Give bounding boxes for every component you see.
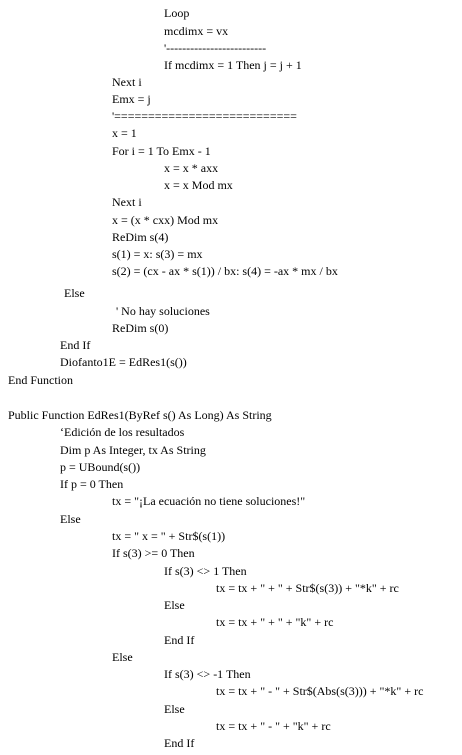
code-line: For i = 1 To Emx - 1 (112, 144, 211, 158)
code-line: End If (164, 633, 195, 647)
code-line: tx = tx + " + " + Str$(s(3)) + "*k" + rc (216, 581, 399, 595)
code-line: End If (164, 736, 195, 750)
code-line: Else (164, 598, 185, 612)
code-line: Else (60, 512, 81, 526)
code-line: tx = tx + " - " + Str$(Abs(s(3))) + "*k" + rc (216, 684, 424, 698)
code-line: Next i (112, 75, 142, 89)
code-line: '------------------------- (164, 41, 267, 55)
code-line: If p = 0 Then (60, 477, 124, 491)
code-line: tx = "¡La ecuación no tiene soluciones!" (112, 494, 306, 508)
code-line: If s(3) <> -1 Then (164, 667, 251, 681)
code-line: Public Function EdRes1(ByRef s() As Long) As String (8, 408, 272, 422)
code-line: If s(3) <> 1 Then (164, 564, 247, 578)
code-line: Else (164, 702, 185, 716)
code-line: Diofanto1E = EdRes1(s()) (60, 355, 187, 369)
code-line: ReDim s(4) (112, 230, 169, 244)
code-line: End Function (8, 373, 73, 387)
code-line: x = (x * cxx) Mod mx (112, 213, 219, 227)
code-line: ReDim s(0) (112, 321, 169, 335)
code-line: tx = " x = " + Str$(s(1)) (112, 529, 226, 543)
code-line: s(2) = (cx - ax * s(1)) / bx: s(4) = -ax * mx / bx (112, 264, 338, 278)
code-line: tx = tx + " - " + "k" + rc (216, 719, 331, 733)
code-line: If s(3) >= 0 Then (112, 546, 195, 560)
code-line: tx = tx + " + " + "k" + rc (216, 615, 334, 629)
code-line: Next i (112, 195, 142, 209)
code-line: Loop (164, 6, 190, 20)
code-line: End If (60, 338, 91, 352)
code-line: p = UBound(s()) (60, 460, 141, 474)
code-line: x = 1 (112, 126, 137, 140)
code-line: Else (64, 286, 85, 300)
code-line: Else (112, 650, 133, 664)
code-line: Dim p As Integer, tx As String (60, 443, 206, 457)
code-line: If mcdimx = 1 Then j = j + 1 (164, 58, 302, 72)
code-line: '=========================== (112, 109, 297, 123)
code-line: x = x * axx (164, 161, 219, 175)
code-line: x = x Mod mx (164, 178, 233, 192)
code-line: s(1) = x: s(3) = mx (112, 247, 203, 261)
code-line: ' No hay soluciones (116, 304, 210, 318)
code-line: ‘Edición de los resultados (60, 425, 185, 439)
code-line: mcdimx = vx (164, 24, 229, 38)
code-line: Emx = j (112, 92, 151, 106)
